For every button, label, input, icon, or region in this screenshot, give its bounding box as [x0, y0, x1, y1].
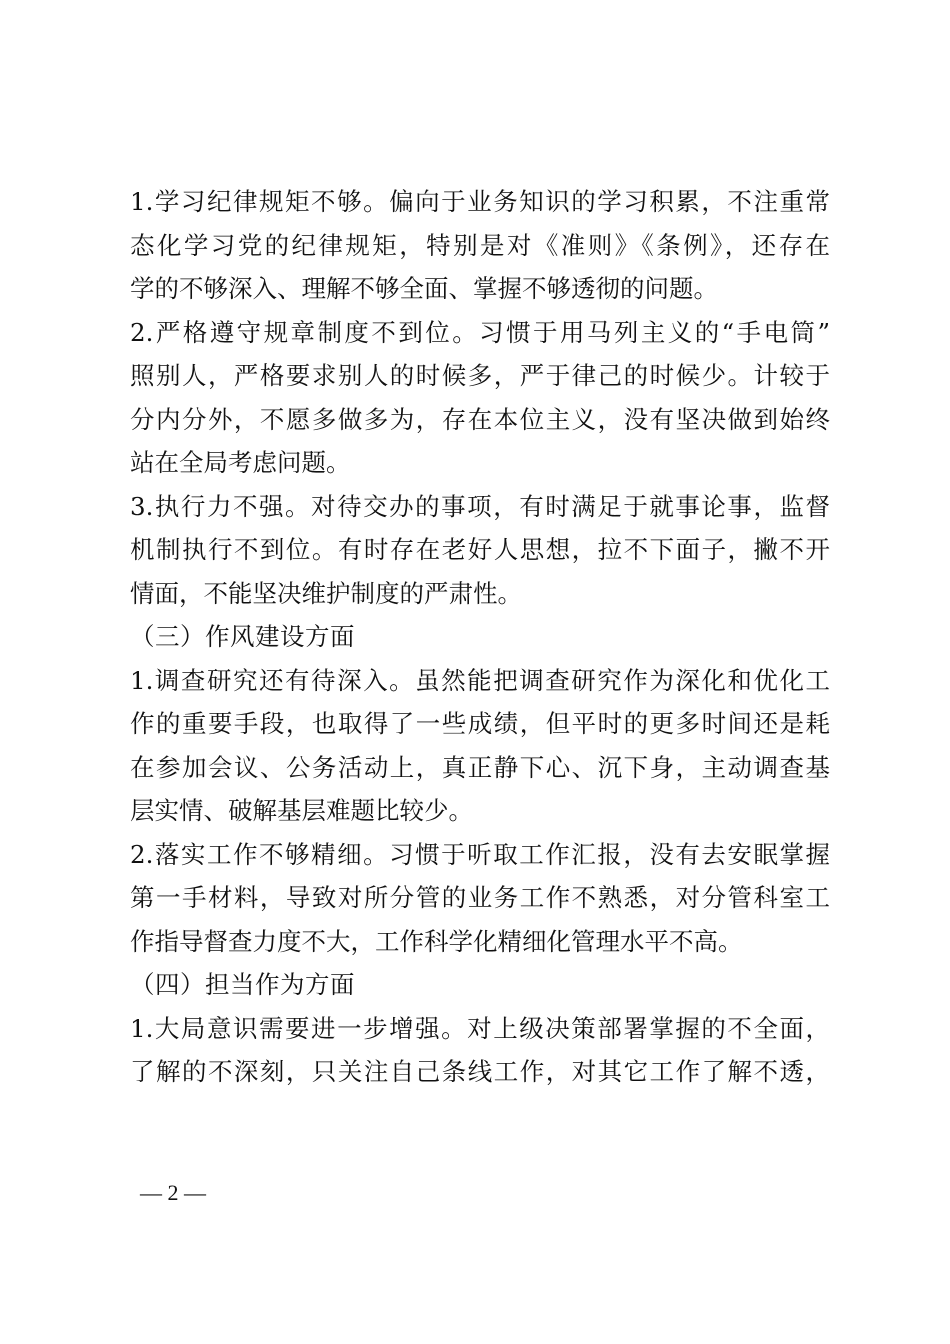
paragraph-line: 2.严格遵守规章制度不到位。习惯于用马列主义的“手电筒”: [130, 317, 830, 347]
paragraph-line: 层实情、破解基层难题比较少。: [130, 796, 473, 825]
paragraph-line: 作的重要手段，也取得了一些成绩，但平时的更多时间还是耗: [130, 709, 830, 738]
paragraph-line: 3.执行力不强。对待交办的事项，有时满足于就事论事，监督: [130, 491, 830, 521]
paragraph-line: 第一手材料，导致对所分管的业务工作不熟悉，对分管科室工: [130, 883, 830, 912]
paragraph-line: 1.学习纪律规矩不够。偏向于业务知识的学习积累，不注重常: [130, 187, 830, 216]
paragraph-line: 机制执行不到位。有时存在老好人思想，拉不下面子，撇不开: [130, 535, 830, 564]
paragraph-line: 站在全局考虑问题。: [130, 448, 351, 477]
paragraph-line: 照别人，严格要求别人的时候多，严于律己的时候少。计较于: [130, 361, 830, 390]
section-heading-style: （三）作风建设方面: [130, 622, 355, 651]
paragraph-line: 2.落实工作不够精细。习惯于听取工作汇报，没有去安眠掌握: [130, 839, 830, 869]
paragraph-line: 作指导督查力度不大，工作科学化精细化管理水平不高。: [130, 926, 743, 956]
paragraph-line: 学的不够深入、理解不够全面、掌握不够透彻的问题。: [130, 274, 718, 303]
paragraph-line: 情面，不能坚决维护制度的严肃性。: [130, 578, 522, 608]
document-body: [130, 180, 830, 1094]
paragraph-line: 1.调查研究还有待深入。虽然能把调查研究作为深化和优化工: [130, 665, 830, 695]
paragraph-line: 分内分外，不愿多做多为，存在本位主义，没有坚决做到始终: [130, 404, 830, 434]
paragraph-line: 了解的不深刻，只关注自己条线工作，对其它工作了解不透，: [130, 1057, 830, 1086]
page-number: — 2 —: [140, 1180, 206, 1205]
paragraph-line: 态化学习党的纪律规矩，特别是对《准则》《条例》，还存在: [130, 230, 830, 260]
paragraph-line: 1.大局意识需要进一步增强。对上级决策部署掌握的不全面，: [130, 1013, 830, 1043]
paragraph-line: 在参加会议、公务活动上，真正静下心、沉下身，主动调查基: [130, 752, 830, 782]
section-heading-responsibility: （四）担当作为方面: [130, 970, 355, 999]
